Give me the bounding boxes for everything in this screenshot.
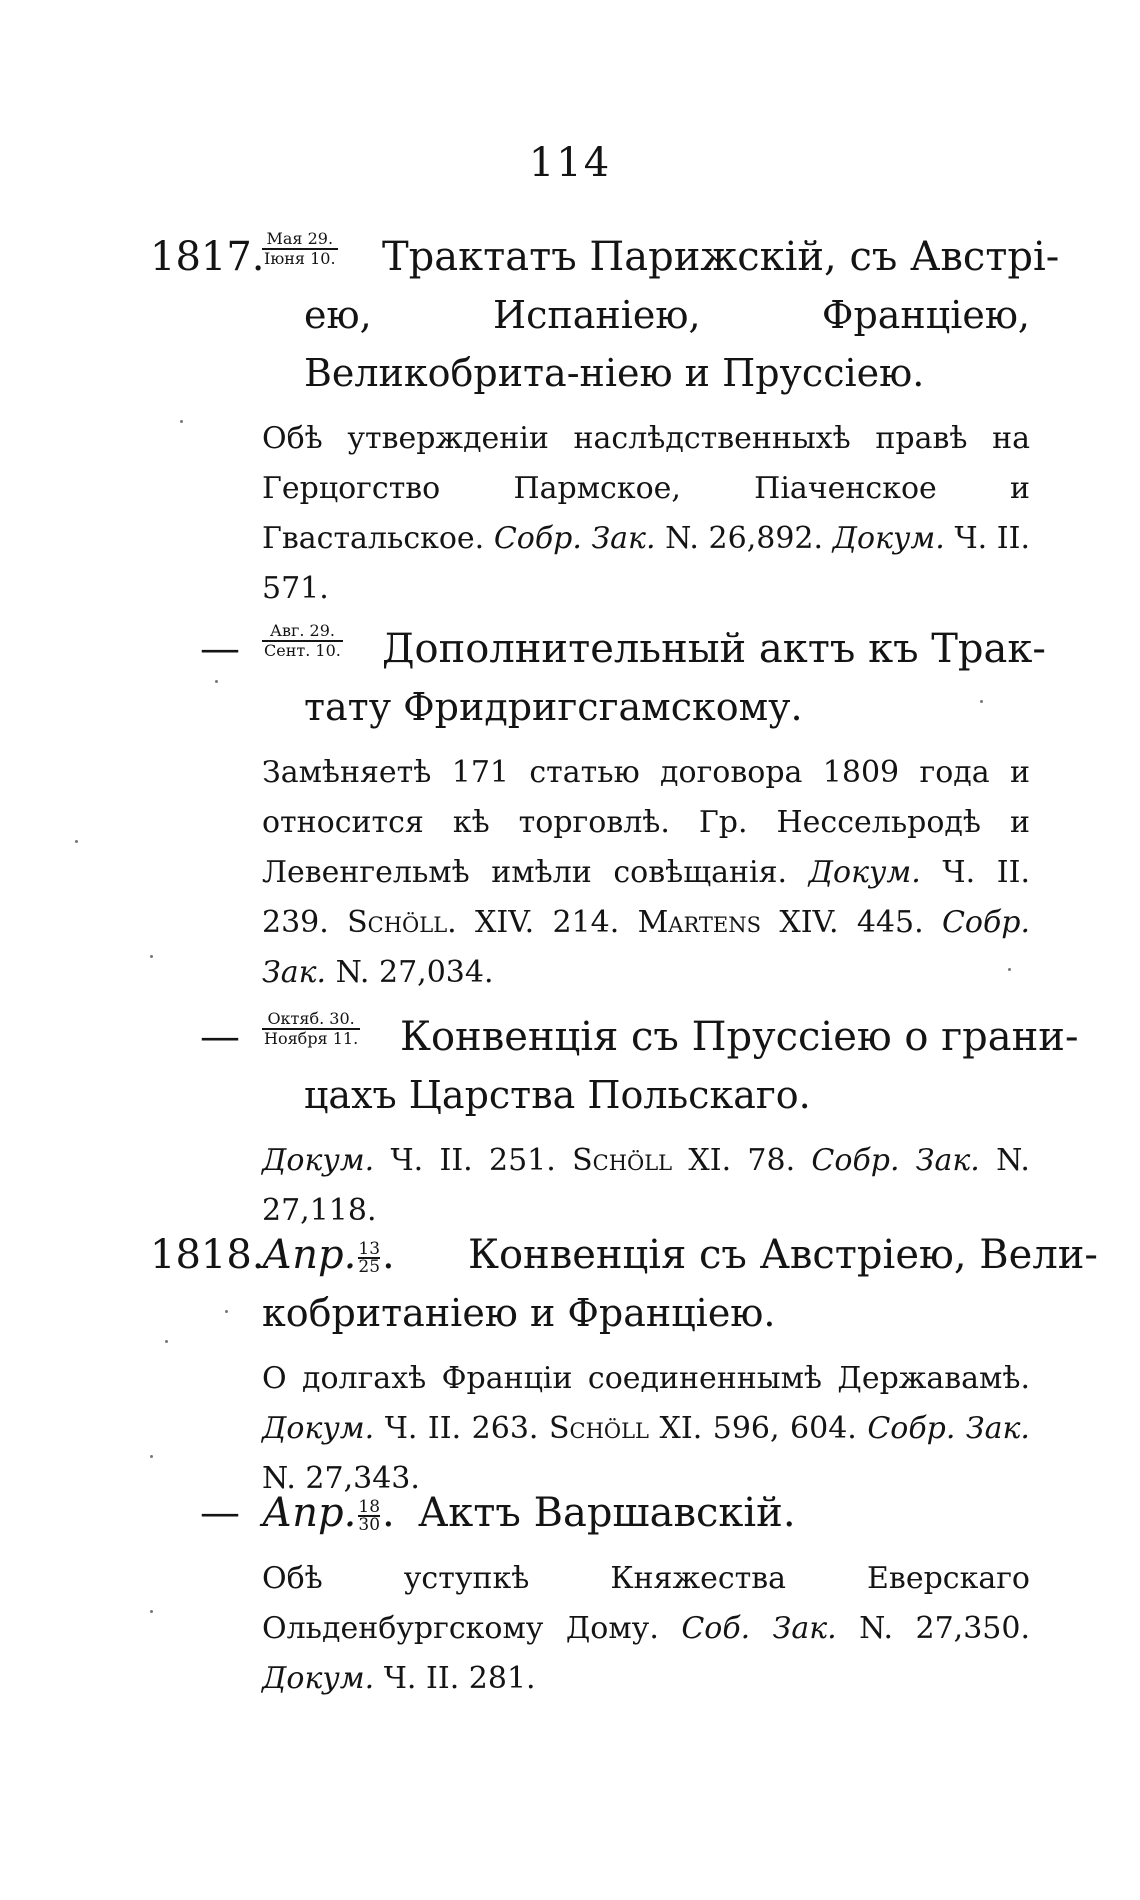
scan-speck [150,1455,153,1458]
scan-speck [165,1340,168,1343]
ref-number: XI. 78. [688,1143,796,1178]
entry-note [150,414,1030,614]
date-fraction [358,1241,380,1275]
ref-number: N. 26,892. [665,521,824,556]
ref-number: N. 27,118. [262,1143,1030,1228]
scan-speck [75,840,78,843]
entry-title: Конвенція съ Пруссіею о грани- [400,1014,1079,1060]
date-new-style: Ноября 11. [264,1029,359,1048]
date-new-style: Іюня 10. [264,249,336,268]
date-new-style: 25 [358,1257,381,1277]
ref-source: Собр. Зак. [493,521,656,556]
ref-source: Martens [637,905,762,940]
ditto-dash: — [200,1014,240,1060]
ref-source: Schöll. [347,905,457,940]
year-label: 1817. [150,234,265,280]
entry-heading [150,1484,1030,1542]
scan-speck [225,1310,228,1313]
year-label: 1818. [150,1232,265,1278]
note-text: Обѣ уступкѣ Княжества Еверскаго Ольденбургскому Дому. [262,1561,1030,1646]
entry-heading [150,228,1060,286]
entry-1817-additional-act [150,620,1046,998]
entry-title: Конвенція съ Австріею, Вели- [468,1232,1098,1278]
ref-number: Ч. II. 571. [262,521,1030,606]
date-month: Апр. [262,1232,357,1278]
entry-title: Трактатъ Парижскій, съ Австрі- [382,234,1060,280]
entry-title-continuation: цахъ Царства Польскаго. [304,1073,811,1117]
entry-note [150,1354,1030,1504]
scan-speck [1008,968,1011,971]
ref-source: Докум. [262,1143,375,1178]
ref-source: Собр. Зак. [262,905,1031,990]
entry-note [150,1554,1030,1704]
ref-number: Ч. II. 239. [262,855,1030,940]
date-old-style: Октяб. 30. [262,1010,360,1030]
entry-1818-warsaw-act [150,1484,1030,1704]
date-new-style: Сент. 10. [264,641,341,660]
note-text: О долгахѣ Франціи соединеннымѣ Державамѣ. [262,1361,1030,1396]
entry-title: Дополнительный актъ къ Трак- [382,626,1046,672]
ref-number: N. 27,343. [262,1461,420,1496]
entry-date: Апр. $\frac{18}{30}$ . [262,1490,395,1536]
date-fraction [262,1010,360,1048]
entry-1817-prussia-convention [150,1008,1079,1236]
ditto-dash: — [200,1490,240,1536]
date-old-style: 13 [358,1239,381,1259]
date-old-style: Авг. 29. [262,622,343,642]
scan-speck [980,700,983,703]
ref-source: Schöll [548,1411,649,1446]
date-old-style: Мая 29. [262,230,338,250]
entry-heading [150,620,1046,678]
note-text: Замѣняетѣ 171 статью договора 1809 года и относится кѣ торговлѣ. Гр. Нессельродѣ и Левенгельмѣ имѣли совѣщанія. [262,755,1030,890]
scan-speck [150,1610,153,1613]
entry-note [150,1136,1030,1236]
entry-heading [150,1008,1079,1066]
entry-heading [150,1226,1098,1284]
ref-number: Ч. II. 263. [384,1411,539,1446]
ref-source: Соб. Зак. [681,1611,837,1646]
ref-source: Собр. Зак. [867,1411,1030,1446]
entry-title-continuation: кобританіею и Франціею. [262,1291,776,1335]
date-old-style: 18 [358,1497,381,1517]
ref-source: Собр. Зак. [811,1143,980,1178]
entry-1817-paris-treaty [150,228,1060,614]
ref-number: Ч. II. 281. [383,1661,536,1696]
ref-number: Ч. II. 251. [390,1143,556,1178]
ref-number: XIV. 214. [475,905,620,940]
entry-title: Актъ Варшавскій. [418,1490,796,1536]
ref-source: Докум. [808,855,921,890]
ref-number: N. 27,350. [859,1611,1031,1646]
entry-title-continuation: ею, Испаніею, Франціею, Великобрита-ніею и Пруссіею. [304,293,1030,395]
date-fraction [262,622,343,660]
ref-source: Докум. [832,521,945,556]
ref-source: Докум. [262,1661,375,1696]
ditto-dash: — [200,626,240,672]
ref-number: XIV. 445. [779,905,924,940]
scan-speck [180,420,183,423]
entry-date: Апр. $\frac{13}{25}$ . [262,1232,395,1278]
ref-number: XI. 596, 604. [659,1411,857,1446]
scan-speck [215,680,218,683]
ref-source: Schöll [572,1143,673,1178]
entry-title-continuation: тату Фридригсгамскому. [304,685,803,729]
entry-note [150,748,1030,998]
date-month: Апр. [262,1490,357,1536]
ref-source: Докум. [262,1411,375,1446]
date-fraction [262,230,338,268]
date-fraction [358,1499,380,1533]
date-new-style: 30 [358,1515,381,1535]
page-number: 114 [528,140,612,186]
scan-speck [150,955,153,958]
note-text: Обѣ утвержденіи наслѣдственныхѣ правѣ на Герцогство Пармское, Піаченское и Гвастальское. [262,421,1030,556]
entry-1818-austria-convention [150,1226,1098,1504]
ref-number: N. 27,034. [335,955,494,990]
